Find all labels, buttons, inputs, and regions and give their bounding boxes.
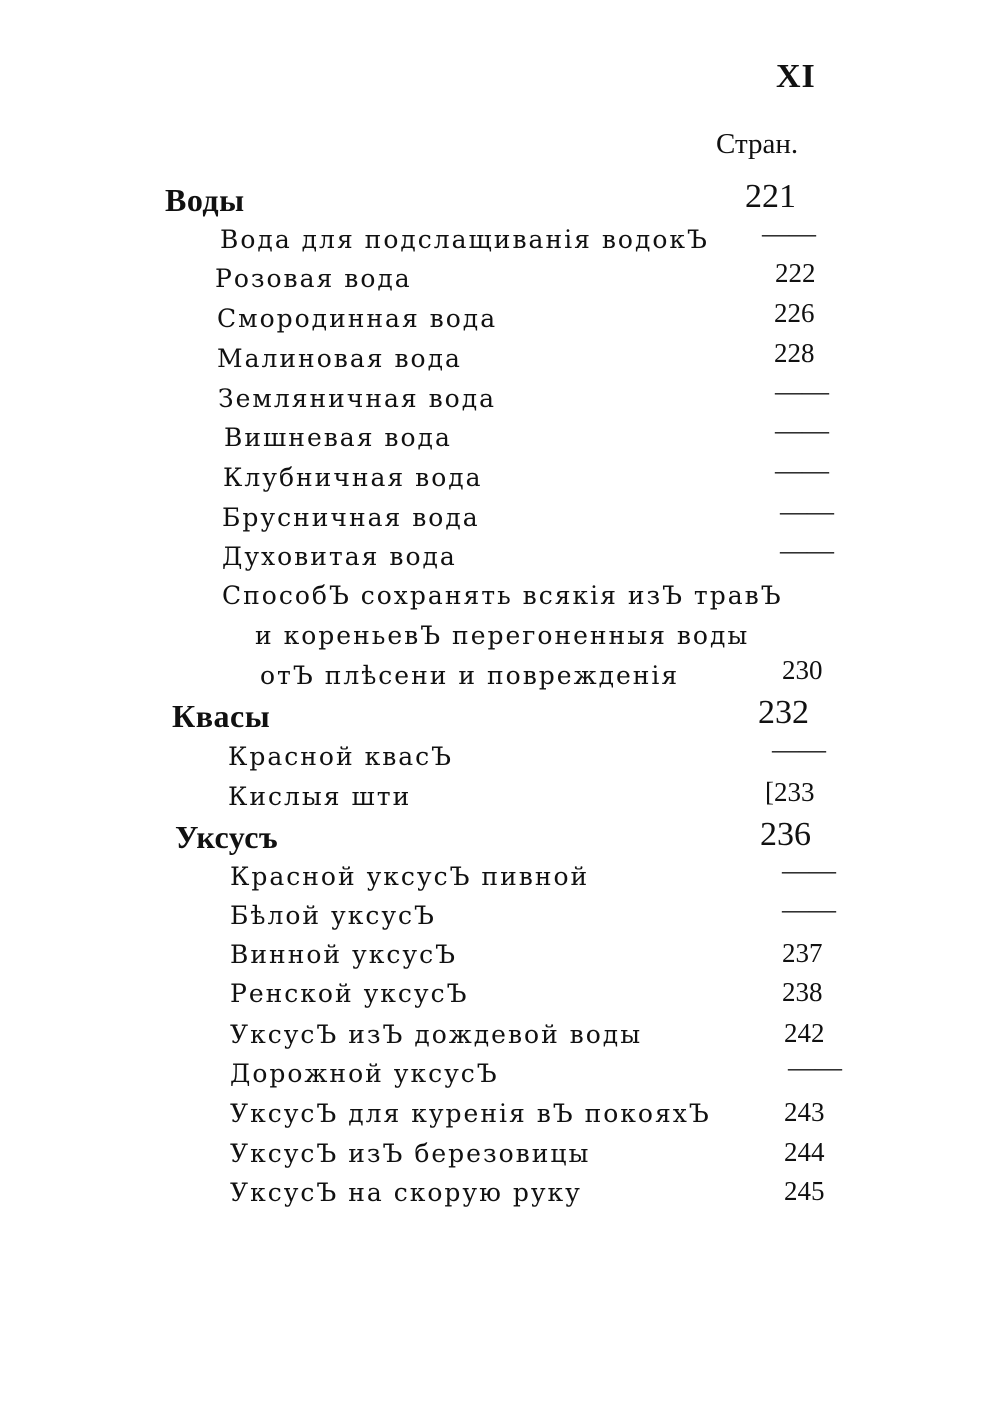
toc-entry-label: СпособЪ сохранять всякія изЪ травЪ [222, 581, 783, 610]
toc-page-number: 226 [774, 298, 815, 328]
toc-page-number: 230 [782, 655, 823, 685]
toc-entry [230, 857, 589, 897]
toc-entry [217, 299, 497, 339]
toc-entry [230, 896, 436, 936]
toc-page-number: —— [762, 218, 816, 248]
toc-entry-label: Духовитая вода [222, 542, 457, 571]
toc-entry-label: Красной уксусЪ пивной [230, 862, 590, 891]
toc-entry [230, 1173, 582, 1213]
toc-page-number: 243 [784, 1097, 825, 1127]
toc-entry-label: Розовая вода [215, 264, 412, 293]
toc-entry-label: Дорожной уксусЪ [230, 1059, 499, 1088]
toc-entry-label: Вода для подслащиванія водокЪ [220, 225, 709, 254]
toc-page-number: —— [780, 535, 834, 565]
toc-entry [218, 379, 496, 419]
toc-page-number: —— [788, 1052, 842, 1082]
toc-page-number: [233 [765, 777, 815, 807]
toc-entry-label: и кореньевЪ перегоненныя воды [255, 621, 750, 650]
toc-page-number: 237 [782, 938, 823, 968]
toc-entry [217, 339, 462, 379]
toc-section-label: Квасы [172, 698, 271, 734]
toc-entry [230, 1094, 711, 1134]
toc-entry [230, 974, 468, 1014]
toc-section-label: Уксусъ [175, 819, 279, 855]
toc-page-number: 236 [760, 816, 811, 853]
toc-section-label: Воды [165, 182, 245, 218]
toc-page-number: —— [775, 455, 829, 485]
page-number: XI [776, 58, 816, 95]
toc-entry-label: Смородинная вода [217, 304, 498, 333]
toc-page-number: —— [782, 894, 836, 924]
toc-entry-label: отЪ плѣсени и поврежденія [260, 661, 680, 690]
pages-column-header: Стран. [716, 128, 799, 160]
toc-entry-label: УксусЪ на скорую руку [230, 1178, 582, 1207]
toc-entry-label: УксусЪ изЪ дождевой воды [230, 1020, 643, 1049]
toc-entry [230, 1015, 642, 1055]
toc-page-number: —— [775, 415, 829, 445]
toc-page-number: 245 [784, 1176, 825, 1206]
toc-entry-label: Вишневая вода [224, 423, 452, 452]
toc-entry [223, 458, 483, 498]
toc-entry-label: УксусЪ изЪ березовицы [230, 1139, 591, 1168]
toc-entry-label: Малиновая вода [217, 344, 462, 373]
toc-entry-label: Брусничная вода [222, 503, 480, 532]
toc-entry [228, 737, 453, 777]
toc-page-number: —— [775, 376, 829, 406]
toc-entry-label: Красной квасЪ [228, 742, 454, 771]
toc-page-number: —— [772, 734, 826, 764]
toc-page-number: 228 [774, 338, 815, 368]
toc-page-number: 238 [782, 977, 823, 1007]
toc-page-number: 221 [745, 178, 796, 215]
toc-entry [230, 1134, 590, 1174]
toc-entry [230, 1054, 499, 1094]
toc-entry [224, 418, 452, 458]
toc-entry [230, 935, 457, 975]
toc-section-uksus [175, 817, 278, 857]
toc-entry-label: Земляничная вода [218, 384, 497, 413]
toc-entry-label: Ренской уксусЪ [230, 979, 469, 1008]
toc-page-number: —— [782, 855, 836, 885]
toc-entry [260, 656, 679, 696]
toc-entry [220, 220, 709, 260]
toc-section-kvasy [172, 696, 270, 736]
toc-page-number: 244 [784, 1137, 825, 1167]
toc-entry [222, 576, 783, 616]
toc-entry [222, 498, 480, 538]
toc-entry-label: Бѣлой уксусЪ [230, 901, 436, 930]
toc-page-number: 232 [758, 694, 809, 731]
toc-entry-label: Кислыя шти [228, 782, 412, 811]
toc-entry [215, 259, 412, 299]
toc-page-number: —— [780, 496, 834, 526]
toc-entry [255, 616, 749, 656]
toc-entry [228, 777, 411, 817]
toc-entry-label: УксусЪ для куренія вЪ покояхЪ [230, 1099, 711, 1128]
toc-entry-label: Винной уксусЪ [230, 940, 457, 969]
toc-page-number: 222 [775, 258, 816, 288]
toc-page-number: 242 [784, 1018, 825, 1048]
toc-entry-label: Клубничная вода [223, 463, 483, 492]
toc-section-vody [165, 180, 245, 220]
toc-entry [222, 537, 457, 577]
